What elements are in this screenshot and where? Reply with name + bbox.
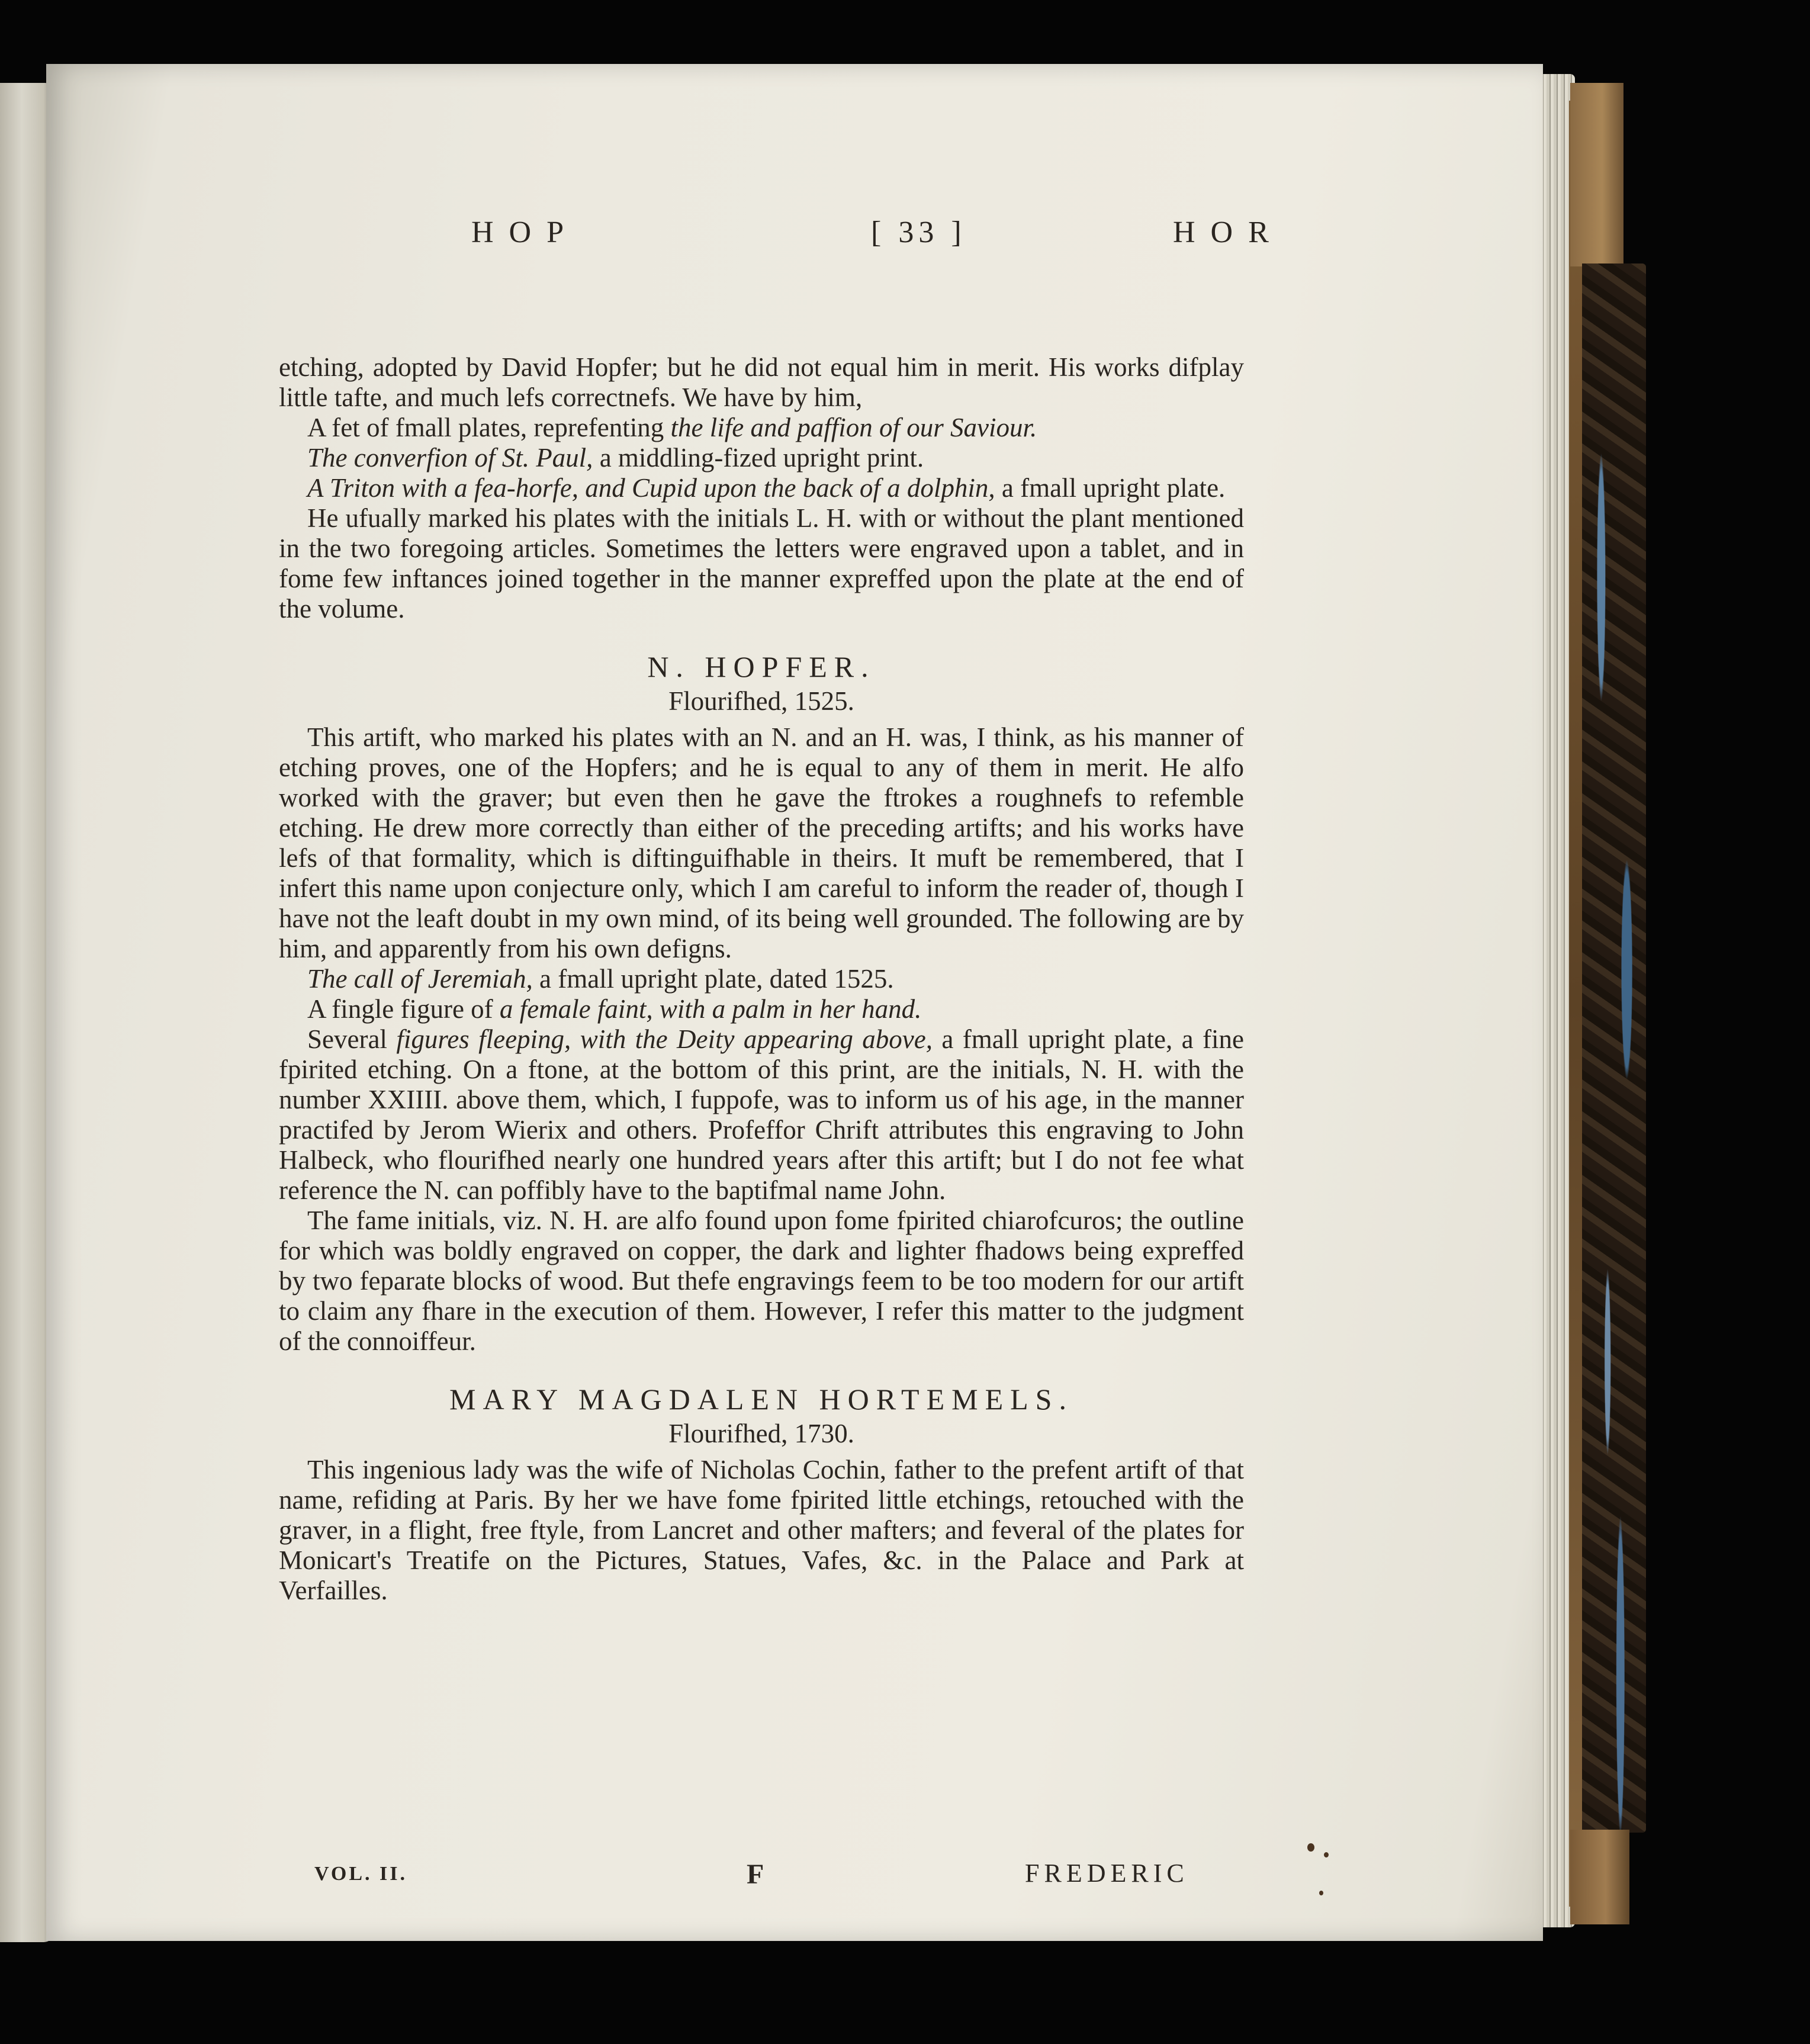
text-block <box>279 215 1284 1890</box>
flourished-date: Flourifhed, 1525. <box>668 686 854 716</box>
work-entry: A fingle figure of a female faint, with a palm in her hand. <box>307 994 922 1024</box>
running-head <box>279 215 1284 256</box>
marbled-board <box>1582 263 1646 1833</box>
work-entry: Several figures fleeping, with the Deity appearing above, a fmall upright plate, a fine fpirited etching. On a ftone, at the bottom of this print, are the initials, N. H. with the number XXIIII. above them, which, I fuppofe, was to inform us of his age, in the manner practifed by Jerom Wierix and others. Profeffor Chrift attributes this engraving to John Halbeck, who flourifhed nearly one hundred years after this artift; but I do not fee what reference the N. can poffibly have to the baptifmal name John. <box>279 1024 1244 1205</box>
body-text <box>279 352 1244 1606</box>
paragraph: etching, adopted by David Hopfer; but he did not equal him in merit. His works difplay little tafte, and much lefs correctnefs. We have by him, <box>279 352 1244 412</box>
work-entry: The call of Jeremiah, a fmall upright plate, dated 1525. <box>307 964 894 994</box>
foxing-spot <box>1324 1852 1329 1857</box>
work-entry: A Triton with a fea-horfe, and Cupid upon the back of a dolphin, a fmall upright plate. <box>307 473 1226 503</box>
section-heading: MARY MAGDALEN HORTEMELS. <box>449 1383 1073 1416</box>
catchword: FREDERIC <box>1025 1859 1189 1888</box>
paragraph: The fame initials, viz. N. H. are alfo found upon fome fpirited chiarofcuros; the outline for which was boldly engraved on copper, the dark and lighter fhadows being expreffed by two feparate blocks of wood. But thefe engravings feem to be too modern for our artift to claim any fhare in the execution of them. However, I refer this matter to the judgment of the connoiffeur. <box>279 1206 1244 1356</box>
page-number: [ 33 ] <box>871 216 966 249</box>
book-spine <box>1569 101 1582 1907</box>
page-footer <box>279 1858 1256 1900</box>
running-head-left: HOP <box>471 216 580 249</box>
foxing-spot <box>1319 1891 1323 1895</box>
book-page <box>46 64 1543 1941</box>
leather-corner-top <box>1570 83 1623 266</box>
section-heading: N. HOPFER. <box>647 650 876 683</box>
paragraph: He ufually marked his plates with the initials L. H. with or without the plant mentioned in the two foregoing articles. Sometimes the letters were engraved upon a tablet, and in fome few inftances joined together in the manner expreffed upon the plate at the end of the volume. <box>279 503 1244 624</box>
leather-corner-bottom <box>1570 1830 1629 1924</box>
running-head-right: HOR <box>1173 216 1284 249</box>
paragraph: This ingenious lady was the wife of Nicholas Cochin, father to the prefent artift of that name, refiding at Paris. By her we have fome fpirited little etchings, retouched with the graver, in a flight, free ftyle, from Lancret and other mafters; and feveral of the plates for Monicart's Treatife on the Pictures, Statues, Vafes, &c. in the Palace and Park at Verfailles. <box>279 1455 1244 1605</box>
volume-mark: VOL. II. <box>314 1863 407 1885</box>
paragraph: This artift, who marked his plates with an N. and an H. was, I think, as his manner of etching proves, one of the Hopfers; and he is equal to any of them in merit. He alfo worked with the graver; but even then he gave the ftrokes a roughnefs to refemble etching. He drew more correctly than either of the preceding artifts; and his works have lefs of that formality, which is diftinguifhable in theirs. It muft be remembered, that I infert this name upon conjecture only, which I am careful to inform the reader of, though I have not the leaft doubt in my own mind, of its being well grounded. The following are by him, and apparently from his own defigns. <box>279 722 1244 963</box>
work-entry: A fet of fmall plates, reprefenting the life and paffion of our Saviour. <box>307 413 1037 442</box>
flourished-date: Flourifhed, 1730. <box>668 1419 854 1448</box>
work-entry: The converfion of St. Paul, a middling-fized upright print. <box>307 443 924 473</box>
signature-mark: F <box>747 1859 764 1890</box>
foxing-spot <box>1307 1843 1314 1852</box>
